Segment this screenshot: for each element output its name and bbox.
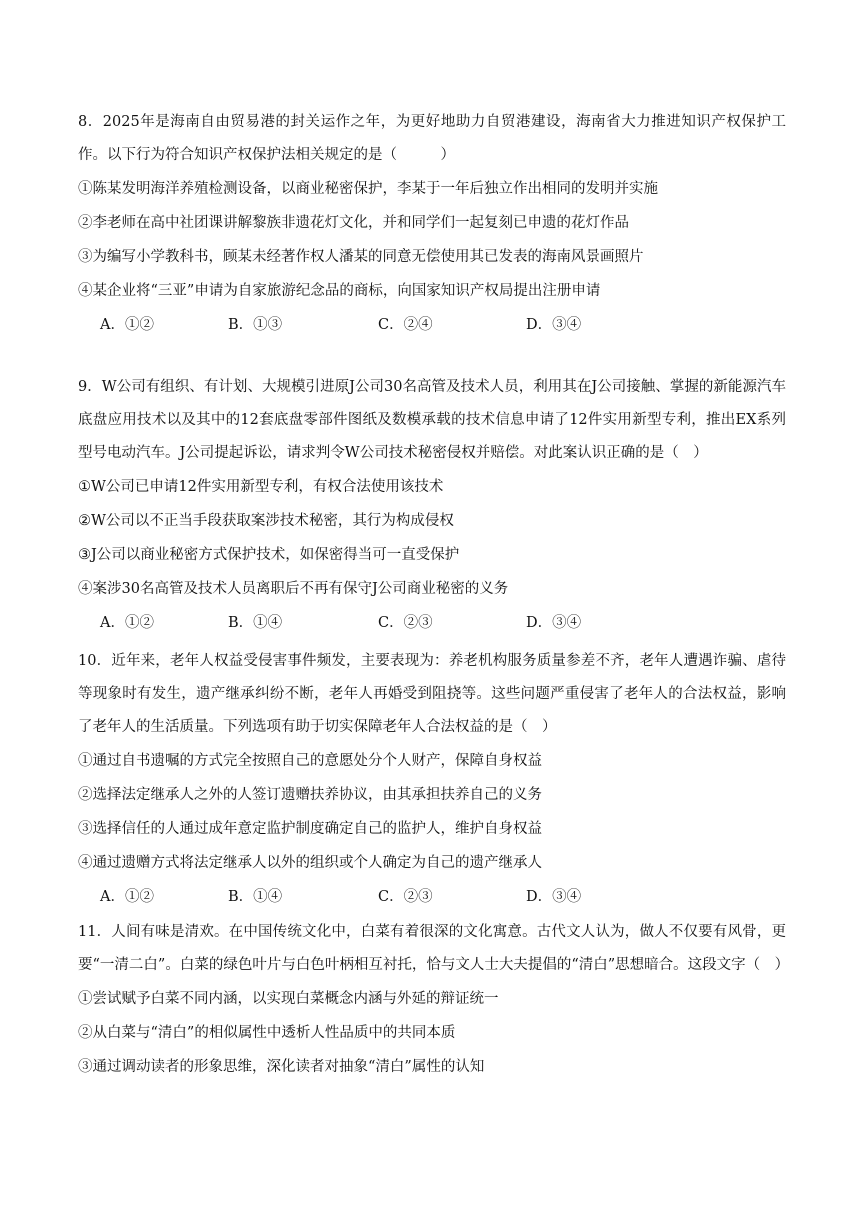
- option-d: D．③④: [526, 615, 582, 631]
- statement-item: ③通过调动读者的形象思维，深化读者对抽象“清白”属性的认知: [78, 1059, 485, 1075]
- statement-item: ②选择法定继承人之外的人签订遗赠扶养协议，由其承担扶养自己的义务: [78, 787, 542, 803]
- option-c: C．②④: [378, 317, 433, 333]
- question-11: [78, 916, 790, 1084]
- answer-options: [78, 880, 786, 914]
- statement-item: ④案涉30名高管及技术人员离职后不再有保守J公司商业秘密的义务: [78, 581, 509, 597]
- option-b: B．①③: [228, 317, 283, 333]
- question-stem: 10．近年来，老年人权益受侵害事件频发，主要表现为：养老机构服务质量参差不齐，老年人遭遇诈骗、虐待等现象时有发生，遗产继承纠纷不断，老年人再婚受到阻挠等。这些问题严重侵害了老年人的合法权益，影响了老年人的生活质量。下列选项有助于切实保障老年人合法权益的是（ ）: [78, 653, 786, 735]
- statement-item: ①通过自书遗嘱的方式完全按照自己的意愿处分个人财产，保障自身权益: [78, 753, 542, 769]
- question-10: [78, 645, 786, 914]
- option-a: A．①②: [100, 317, 154, 333]
- option-c: C．②③: [378, 889, 433, 905]
- statement-item: ④通过遗赠方式将法定继承人以外的组织或个人确定为自己的遗产继承人: [78, 855, 542, 871]
- question-9: [78, 371, 786, 640]
- option-b: B．①④: [228, 889, 283, 905]
- statement-item: ②从白菜与“清白”的相似属性中透析人性品质中的共同本质: [78, 1025, 456, 1041]
- statement-item: ①W公司已申请12件实用新型专利，有权合法使用该技术: [78, 479, 444, 495]
- statement-item: ②W公司以不正当手段获取案涉技术秘密，其行为构成侵权: [78, 513, 454, 529]
- statement-item: ③为编写小学教科书，顾某未经著作权人潘某的同意无偿使用其已发表的海南风景画照片: [78, 249, 644, 265]
- statement-item: ②李老师在高中社团课讲解黎族非遗花灯文化，并和同学们一起复刻已申遗的花灯作品: [78, 215, 629, 231]
- option-a: A．①②: [100, 889, 154, 905]
- option-d: D．③④: [526, 889, 582, 905]
- statement-item: ③选择信任的人通过成年意定监护制度确定自己的监护人，维护自身权益: [78, 821, 542, 837]
- statement-item: ①陈某发明海洋养殖检测设备，以商业秘密保护，李某于一年后独立作出相同的发明并实施: [78, 181, 658, 197]
- option-c: C．②③: [378, 615, 433, 631]
- question-stem: 8．2025年是海南自由贸易港的封关运作之年，为更好地助力自贸港建设，海南省大力推进知识产权保护工作。以下行为符合知识产权保护法相关规定的是（ ）: [78, 114, 786, 163]
- option-d: D．③④: [526, 317, 582, 333]
- option-a: A．①②: [100, 615, 154, 631]
- answer-options: [78, 308, 786, 342]
- statement-item: ③J公司以商业秘密方式保护技术，如保密得当可一直受保护: [78, 547, 460, 563]
- statement-item: ①尝试赋予白菜不同内涵，以实现白菜概念内涵与外延的辩证统一: [78, 991, 499, 1007]
- option-b: B．①④: [228, 615, 283, 631]
- answer-options: [78, 606, 786, 640]
- statement-item: ④某企业将“三亚”申请为自家旅游纪念品的商标，向国家知识产权局提出注册申请: [78, 283, 601, 299]
- question-stem: 11．人间有味是清欢。在中国传统文化中，白菜有着很深的文化寓意。古代文人认为，做人不仅要有风骨，更要“一清二白”。白菜的绿色叶片与白色叶柄相互衬托，恰与文人士大夫提倡的“清白”思想暗合。这段文字（ ）: [78, 924, 790, 973]
- question-stem: 9．W公司有组织、有计划、大规模引进原J公司30名高管及技术人员，利用其在J公司接触、掌握的新能源汽车底盘应用技术以及其中的12套底盘零部件图纸及数模承载的技术信息申请了12件实用新型专利，推出EX系列型号电动汽车。J公司提起诉讼，请求判令W公司技术秘密侵权并赔偿。对此案认识正确的是（ ）: [78, 379, 786, 461]
- question-8: [78, 106, 786, 342]
